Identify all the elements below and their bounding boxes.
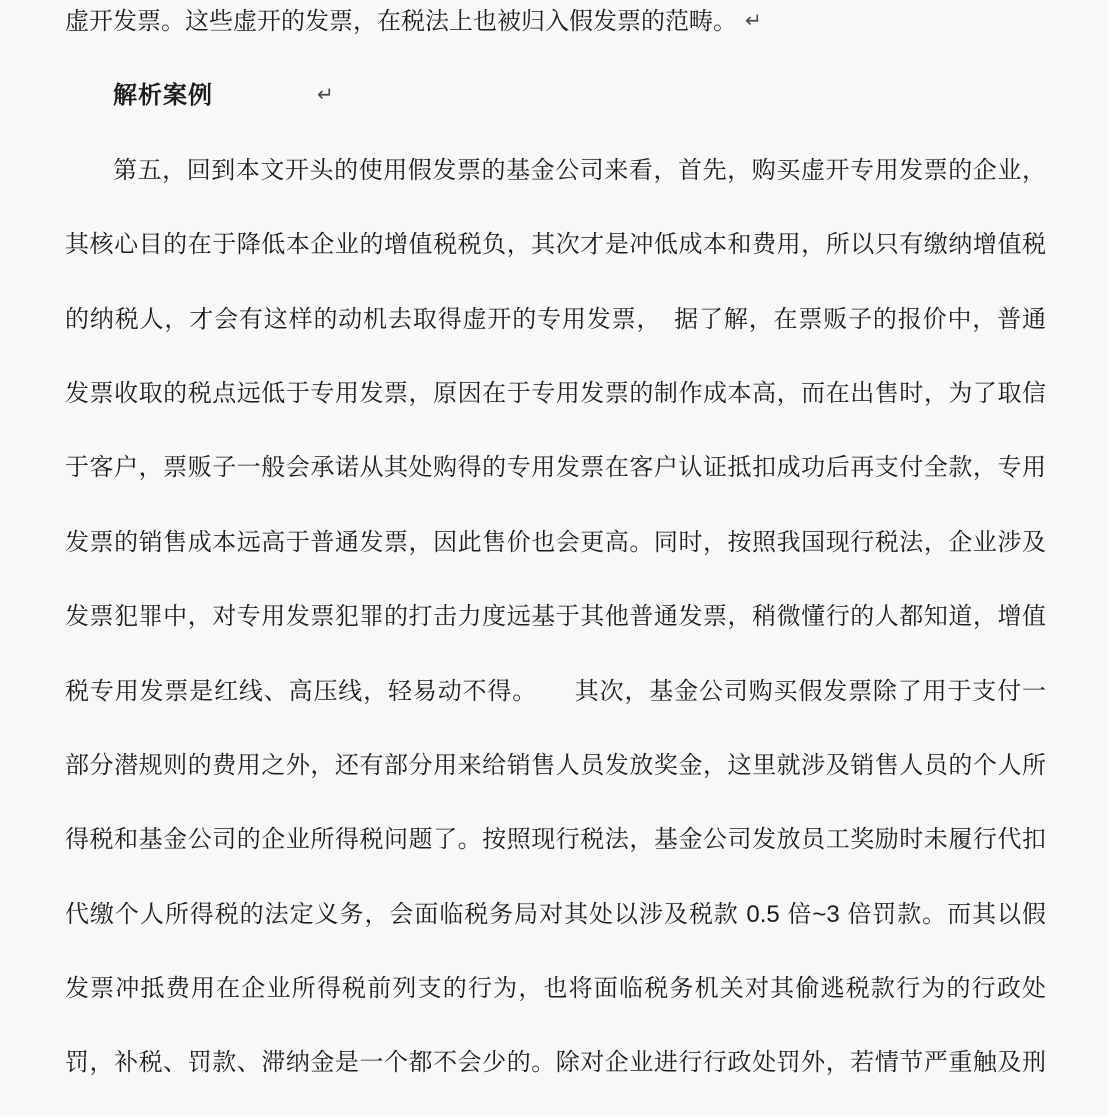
intro-paragraph-line (65, 0, 1046, 59)
body-line: 税专用发票是红线、高压线，轻易动不得。 其次，基金公司购买假发票除了用于支付一 (65, 677, 1046, 705)
body-line: 部分潜规则的费用之外，还有部分用来给销售人员发放奖金，这里就涉及销售人员的个人所 (65, 751, 1046, 779)
paragraph-mark-icon: ↵ (317, 84, 334, 107)
intro-text: 虚开发票。这些虚开的发票，在税法上也被归入假发票的范畴。 (65, 8, 737, 35)
body-line: 于客户，票贩子一般会承诺从其处购得的专用发票在客户认证抵扣成功后再支付全款，专用 (65, 454, 1046, 482)
body-line: 发票的销售成本远高于普通发票，因此售价也会更高。同时，按照我国现行税法，企业涉及 (65, 528, 1046, 556)
body-line: 发票犯罪中，对专用发票犯罪的打击力度远基于其他普通发票，稍微懂行的人都知道，增值 (65, 603, 1046, 631)
section-heading: 解析案例 (113, 82, 213, 110)
body-line: 发票收取的税点远低于专用发票，原因在于专用发票的制作成本高，而在出售时，为了取信 (65, 379, 1046, 407)
body-line: 罚，补税、罚款、滞纳金是一个都不会少的。除对企业进行行政处罚外，若情节严重触及刑 (65, 1049, 1046, 1077)
body-line: 的纳税人，才会有这样的动机去取得虚开的专用发票， 据了解，在票贩子的报价中，普通 (65, 305, 1046, 333)
body-line: 发票冲抵费用在企业所得税前列支的行为，也将面临税务机关对其偷逃税款行为的行政处 (65, 975, 1046, 1003)
body-line: 代缴个人所得税的法定义务，会面临税务局对其处以涉及税款 0.5 倍~3 倍罚款。而其以假 (65, 900, 1046, 928)
section-heading-line (65, 59, 1046, 133)
body-line: 得税和基金公司的企业所得税问题了。按照现行税法，基金公司发放员工奖励时未履行代扣 (65, 826, 1046, 854)
paragraph-mark-icon: ↵ (745, 10, 762, 32)
body-line: 第五，回到本文开头的使用假发票的基金公司来看，首先，购买虚开专用发票的企业， (113, 156, 1046, 184)
body-line: 其核心目的在于降低本企业的增值税税负，其次才是冲低成本和费用，所以只有缴纳增值税 (65, 231, 1046, 259)
